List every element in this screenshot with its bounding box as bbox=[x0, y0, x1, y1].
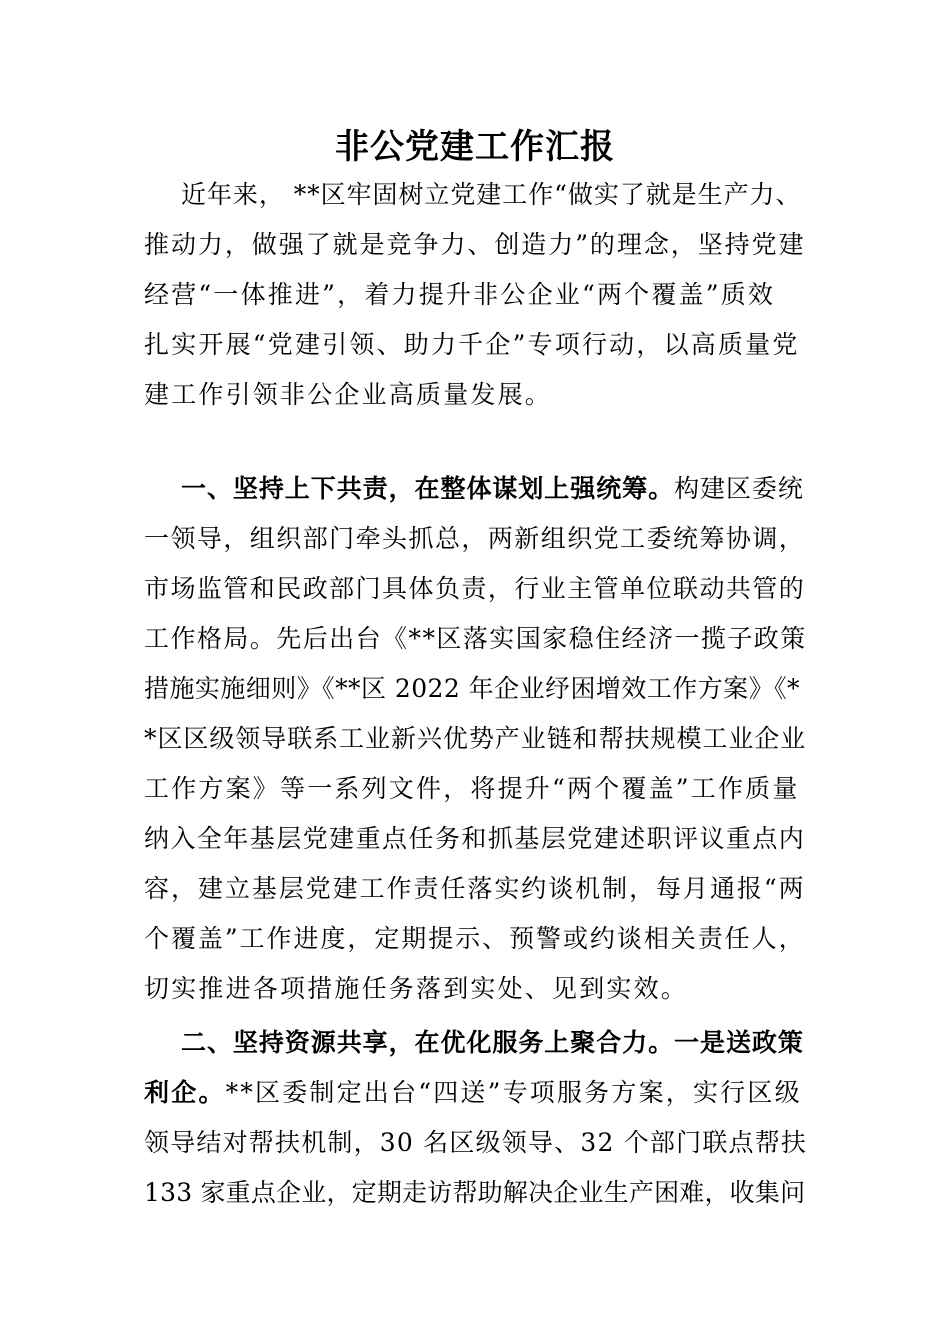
paragraph-line: 个覆盖”工作进度，定期提示、预警或约谈相关责任人， bbox=[144, 924, 806, 953]
paragraph-text: **区委制定出台“四送”专项服务方案，实行区级 bbox=[225, 1078, 802, 1107]
paragraph-intro bbox=[144, 170, 806, 420]
paragraph-line: 一领导，组织部门牵头抓总，两新组织党工委统筹协调， bbox=[144, 524, 806, 553]
paragraph-line: 工作方案》等一系列文件，将提升“两个覆盖”工作质量 bbox=[144, 774, 800, 803]
paragraph-line: 切实推进各项措施任务落到实处、见到实效。 bbox=[144, 974, 689, 1003]
paragraph-line: 容，建立基层党建工作责任落实约谈机制，每月通报“两 bbox=[144, 874, 806, 903]
paragraph-line: 工作格局。先后出台《**区落实国家稳住经济一揽子政策 bbox=[144, 624, 807, 653]
paragraph-line: 措施实施细则》《**区 2022 年企业纾困增效工作方案》《* bbox=[144, 674, 800, 703]
section-heading: 一、坚持上下共责，在整体谋划上强统筹。 bbox=[181, 474, 675, 503]
paragraph-line: 近年来， **区牢固树立党建工作“做实了就是生产力、 bbox=[181, 180, 802, 209]
paragraph-line: 推动力，做强了就是竞争力、创造力”的理念，坚持党建 bbox=[144, 230, 806, 259]
paragraph-line bbox=[144, 1068, 806, 1118]
paragraph-line: 领导结对帮扶机制，30 名区级领导、32 个部门联点帮扶 bbox=[144, 1128, 808, 1157]
paragraph-line: 市场监管和民政部门具体负责，行业主管单位联动共管的 bbox=[144, 574, 806, 603]
paragraph-line: 经营“一体推进”，着力提升非公企业“两个覆盖”质效 bbox=[144, 280, 776, 309]
paragraph-line: 扎实开展“党建引领、助力千企”专项行动，以高质量党 bbox=[144, 330, 800, 359]
paragraph-text: 构建区委统 bbox=[674, 474, 804, 503]
paragraph-section-2 bbox=[144, 1018, 806, 1218]
section-subheading: 利企。 bbox=[144, 1078, 226, 1107]
paragraph-line: 建工作引领非公企业高质量发展。 bbox=[144, 380, 553, 409]
paragraph-line bbox=[144, 464, 806, 514]
paragraph-line: *区区级领导联系工业新兴优势产业链和帮扶规模工业企业 bbox=[144, 724, 807, 753]
paragraph-line: 133 家重点企业，定期走访帮助解决企业生产困难，收集问 bbox=[144, 1178, 806, 1207]
section-heading: 二、坚持资源共享，在优化服务上聚合力。一是送政策 bbox=[181, 1028, 804, 1057]
document-title: 非公党建工作汇报 bbox=[335, 127, 615, 167]
paragraph-section-1 bbox=[144, 464, 806, 1014]
paragraph-line: 纳入全年基层党建重点任务和抓基层党建述职评议重点内 bbox=[144, 824, 806, 853]
